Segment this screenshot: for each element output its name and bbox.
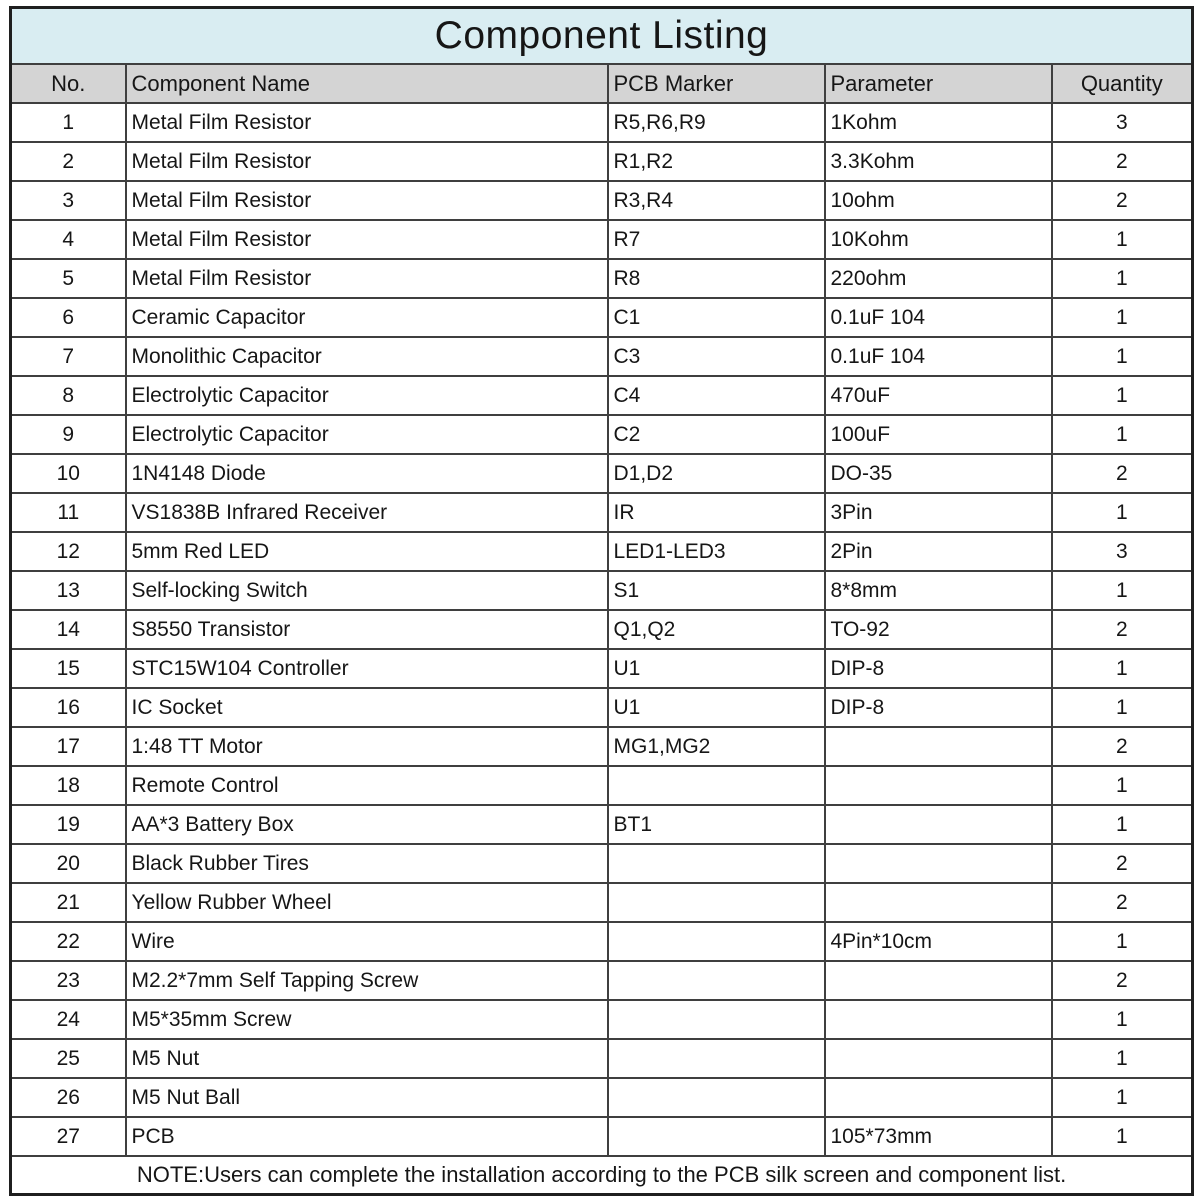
table-row [11,571,1193,610]
table-row [11,298,1193,337]
cell-no: 3 [11,181,126,220]
note-row [11,1156,1193,1195]
table-row [11,610,1193,649]
cell-no: 2 [11,142,126,181]
cell-no: 23 [11,961,126,1000]
cell-quantity: 2 [1052,844,1193,883]
cell-no: 5 [11,259,126,298]
cell-pcb-marker: R3,R4 [608,181,825,220]
cell-component-name: Black Rubber Tires [126,844,608,883]
table-row [11,259,1193,298]
table-row [11,649,1193,688]
table-row [11,1039,1193,1078]
cell-parameter: 100uF [825,415,1052,454]
cell-pcb-marker: C4 [608,376,825,415]
cell-component-name: Electrolytic Capacitor [126,415,608,454]
table-row [11,766,1193,805]
cell-parameter: DIP-8 [825,688,1052,727]
cell-component-name: STC15W104 Controller [126,649,608,688]
table-row [11,376,1193,415]
cell-component-name: IC Socket [126,688,608,727]
table-row [11,1117,1193,1156]
cell-pcb-marker [608,1000,825,1039]
cell-quantity: 2 [1052,181,1193,220]
cell-quantity: 1 [1052,493,1193,532]
cell-quantity: 1 [1052,298,1193,337]
cell-quantity: 2 [1052,454,1193,493]
cell-no: 25 [11,1039,126,1078]
table-row [11,142,1193,181]
table-row [11,844,1193,883]
cell-parameter: 470uF [825,376,1052,415]
column-header-no: No. [11,64,126,103]
cell-component-name: M5 Nut [126,1039,608,1078]
cell-quantity: 1 [1052,337,1193,376]
cell-parameter [825,961,1052,1000]
cell-parameter: DIP-8 [825,649,1052,688]
cell-no: 18 [11,766,126,805]
cell-quantity: 1 [1052,766,1193,805]
cell-component-name: Metal Film Resistor [126,259,608,298]
cell-parameter [825,1039,1052,1078]
cell-component-name: 1N4148 Diode [126,454,608,493]
cell-no: 11 [11,493,126,532]
cell-pcb-marker [608,844,825,883]
cell-component-name: Metal Film Resistor [126,181,608,220]
component-listing-sheet [9,6,1191,1196]
cell-pcb-marker [608,1039,825,1078]
cell-no: 24 [11,1000,126,1039]
cell-component-name: Metal Film Resistor [126,220,608,259]
cell-pcb-marker: R8 [608,259,825,298]
cell-no: 6 [11,298,126,337]
cell-component-name: M2.2*7mm Self Tapping Screw [126,961,608,1000]
cell-component-name: Electrolytic Capacitor [126,376,608,415]
cell-component-name: Self-locking Switch [126,571,608,610]
cell-quantity: 2 [1052,142,1193,181]
cell-pcb-marker [608,766,825,805]
cell-component-name: 5mm Red LED [126,532,608,571]
cell-no: 27 [11,1117,126,1156]
table-row [11,454,1193,493]
cell-component-name: Wire [126,922,608,961]
cell-parameter: 2Pin [825,532,1052,571]
cell-component-name: Monolithic Capacitor [126,337,608,376]
cell-quantity: 1 [1052,649,1193,688]
table-header-row [11,64,1193,103]
cell-parameter: 10Kohm [825,220,1052,259]
cell-quantity: 1 [1052,1078,1193,1117]
cell-parameter [825,1078,1052,1117]
cell-parameter: 10ohm [825,181,1052,220]
cell-pcb-marker: C2 [608,415,825,454]
cell-quantity: 1 [1052,376,1193,415]
cell-no: 26 [11,1078,126,1117]
cell-parameter [825,766,1052,805]
cell-parameter: 8*8mm [825,571,1052,610]
cell-quantity: 1 [1052,259,1193,298]
cell-component-name: Yellow Rubber Wheel [126,883,608,922]
cell-parameter: 3.3Kohm [825,142,1052,181]
table-row [11,337,1193,376]
cell-pcb-marker: C1 [608,298,825,337]
table-row [11,922,1193,961]
column-header-component-name: Component Name [126,64,608,103]
cell-pcb-marker: C3 [608,337,825,376]
cell-quantity: 1 [1052,415,1193,454]
table-row [11,805,1193,844]
table-row [11,532,1193,571]
cell-quantity: 2 [1052,961,1193,1000]
cell-no: 1 [11,103,126,142]
cell-parameter [825,1000,1052,1039]
cell-no: 20 [11,844,126,883]
cell-parameter: 0.1uF 104 [825,298,1052,337]
column-header-pcb-marker: PCB Marker [608,64,825,103]
cell-quantity: 1 [1052,571,1193,610]
cell-parameter: 3Pin [825,493,1052,532]
cell-no: 17 [11,727,126,766]
cell-component-name: AA*3 Battery Box [126,805,608,844]
table-row [11,1078,1193,1117]
cell-no: 14 [11,610,126,649]
component-table [9,6,1194,1196]
table-row [11,415,1193,454]
cell-pcb-marker: LED1-LED3 [608,532,825,571]
cell-pcb-marker [608,922,825,961]
table-row [11,220,1193,259]
cell-quantity: 1 [1052,688,1193,727]
cell-pcb-marker [608,1117,825,1156]
cell-no: 10 [11,454,126,493]
table-row [11,181,1193,220]
cell-parameter [825,844,1052,883]
cell-pcb-marker: D1,D2 [608,454,825,493]
cell-no: 15 [11,649,126,688]
cell-component-name: S8550 Transistor [126,610,608,649]
cell-component-name: PCB [126,1117,608,1156]
cell-component-name: VS1838B Infrared Receiver [126,493,608,532]
cell-pcb-marker [608,1078,825,1117]
cell-pcb-marker [608,883,825,922]
cell-component-name: 1:48 TT Motor [126,727,608,766]
cell-quantity: 1 [1052,1039,1193,1078]
cell-no: 19 [11,805,126,844]
cell-quantity: 1 [1052,922,1193,961]
cell-quantity: 1 [1052,220,1193,259]
column-header-parameter: Parameter [825,64,1052,103]
cell-parameter: 105*73mm [825,1117,1052,1156]
cell-parameter [825,805,1052,844]
cell-pcb-marker: S1 [608,571,825,610]
cell-quantity: 1 [1052,1117,1193,1156]
cell-no: 8 [11,376,126,415]
cell-pcb-marker: R5,R6,R9 [608,103,825,142]
cell-no: 4 [11,220,126,259]
cell-parameter: TO-92 [825,610,1052,649]
cell-quantity: 3 [1052,532,1193,571]
table-row [11,103,1193,142]
cell-component-name: Remote Control [126,766,608,805]
cell-component-name: Metal Film Resistor [126,103,608,142]
cell-component-name: Metal Film Resistor [126,142,608,181]
cell-pcb-marker: U1 [608,688,825,727]
cell-component-name: M5*35mm Screw [126,1000,608,1039]
cell-pcb-marker: R7 [608,220,825,259]
cell-pcb-marker: U1 [608,649,825,688]
cell-quantity: 2 [1052,727,1193,766]
cell-parameter: DO-35 [825,454,1052,493]
column-header-quantity: Quantity [1052,64,1193,103]
cell-component-name: M5 Nut Ball [126,1078,608,1117]
page-title: Component Listing [11,8,1193,65]
cell-no: 9 [11,415,126,454]
cell-pcb-marker: R1,R2 [608,142,825,181]
cell-pcb-marker: IR [608,493,825,532]
cell-parameter: 220ohm [825,259,1052,298]
cell-parameter: 1Kohm [825,103,1052,142]
cell-no: 7 [11,337,126,376]
table-row [11,688,1193,727]
cell-parameter [825,727,1052,766]
table-row [11,1000,1193,1039]
cell-quantity: 1 [1052,805,1193,844]
cell-quantity: 2 [1052,610,1193,649]
table-row [11,883,1193,922]
cell-no: 21 [11,883,126,922]
cell-pcb-marker: BT1 [608,805,825,844]
cell-no: 16 [11,688,126,727]
cell-parameter: 4Pin*10cm [825,922,1052,961]
cell-quantity: 1 [1052,1000,1193,1039]
cell-no: 22 [11,922,126,961]
cell-pcb-marker [608,961,825,1000]
cell-pcb-marker: MG1,MG2 [608,727,825,766]
cell-quantity: 3 [1052,103,1193,142]
cell-pcb-marker: Q1,Q2 [608,610,825,649]
cell-parameter [825,883,1052,922]
table-row [11,961,1193,1000]
note-text: NOTE:Users can complete the installation according to the PCB silk screen and component list. [11,1156,1193,1195]
title-row [11,8,1193,65]
table-row [11,727,1193,766]
cell-no: 13 [11,571,126,610]
cell-no: 12 [11,532,126,571]
cell-parameter: 0.1uF 104 [825,337,1052,376]
table-row [11,493,1193,532]
cell-component-name: Ceramic Capacitor [126,298,608,337]
cell-quantity: 2 [1052,883,1193,922]
